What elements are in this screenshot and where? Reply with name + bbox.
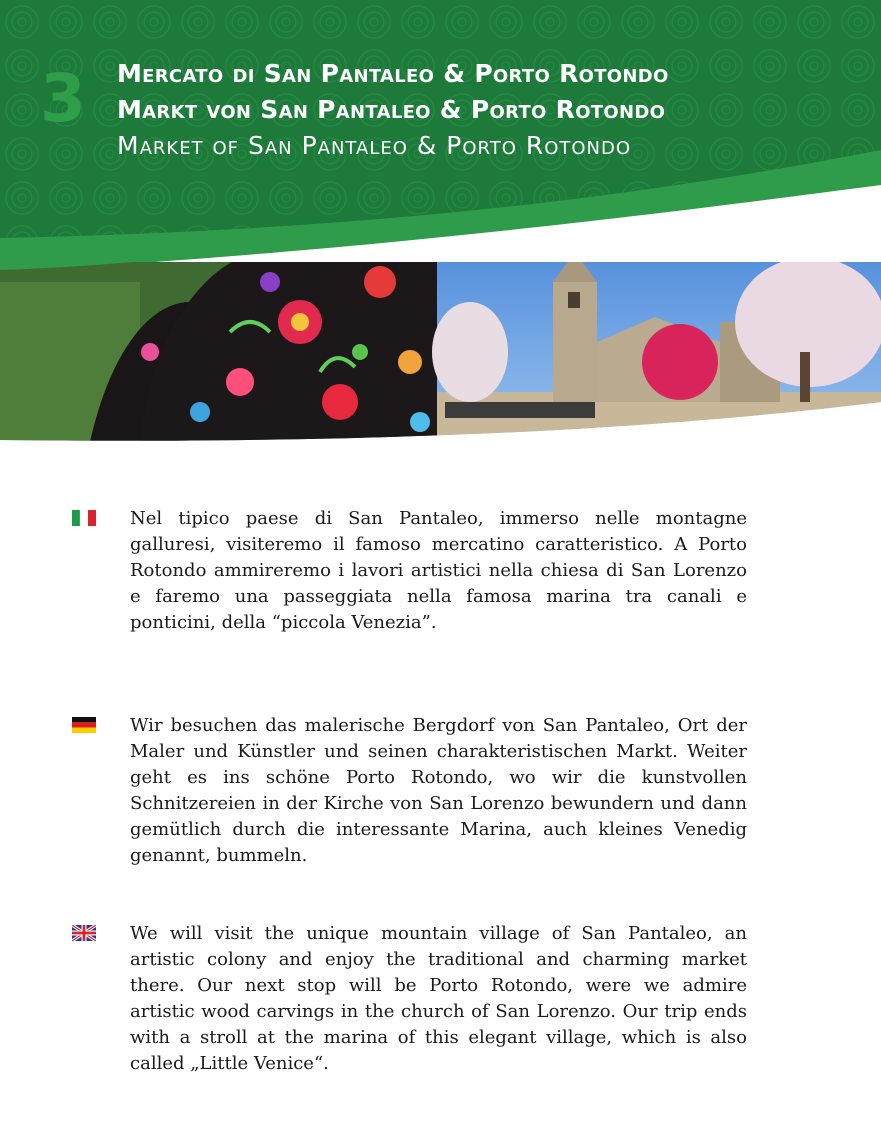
title-italian: Mercato di San Pantaleo & Porto Rotondo xyxy=(117,59,669,88)
photo-strip xyxy=(0,262,881,444)
german-flag-icon xyxy=(72,717,96,733)
title-block xyxy=(117,56,669,164)
paragraph-english: We will visit the unique mountain village of San Pantaleo, an artistic colony and enjoy the traditional and charming market there. Our next stop will be Porto Rotondo, were we admire artistic wood carvings in the church of San Lorenzo. Our trip ends with a stroll at the marina of this elegant village, which is also called „Little Venice“. xyxy=(130,923,747,1074)
title-german: Markt von San Pantaleo & Porto Rotondo xyxy=(117,95,666,124)
itinerary-number: 3 xyxy=(40,60,86,137)
title-english: Market of San Pantaleo & Porto Rotondo xyxy=(117,131,632,160)
paragraph-german: Wir besuchen das malerische Bergdorf von San Pantaleo, Ort der Maler und Künstler und seinen charakteristischen Markt. Weiter geht es ins schöne Porto Rotondo, wo wir die kunstvollen Schnitzereien in der Kirche von San Lorenzo bewundern und dann gemütlich durch die interessante Marina, auch kleines Venedig genannt, bummeln. xyxy=(130,715,747,866)
paragraph-italian: Nel tipico paese di San Pantaleo, immerso nelle montagne galluresi, visiteremo il famoso mercatino caratteristico. A Porto Rotondo ammireremo i lavori artistici nella chiesa di San Lorenzo e faremo una passeggiata nella famosa marina tra canali e ponticini, della “piccola Venezia”. xyxy=(130,508,747,633)
header-banner xyxy=(0,0,881,300)
embroidered-traditional-costume-photo xyxy=(0,262,437,444)
uk-flag-icon xyxy=(72,925,96,941)
church-san-lorenzo-photo xyxy=(432,262,881,444)
italian-flag-icon xyxy=(72,510,96,526)
